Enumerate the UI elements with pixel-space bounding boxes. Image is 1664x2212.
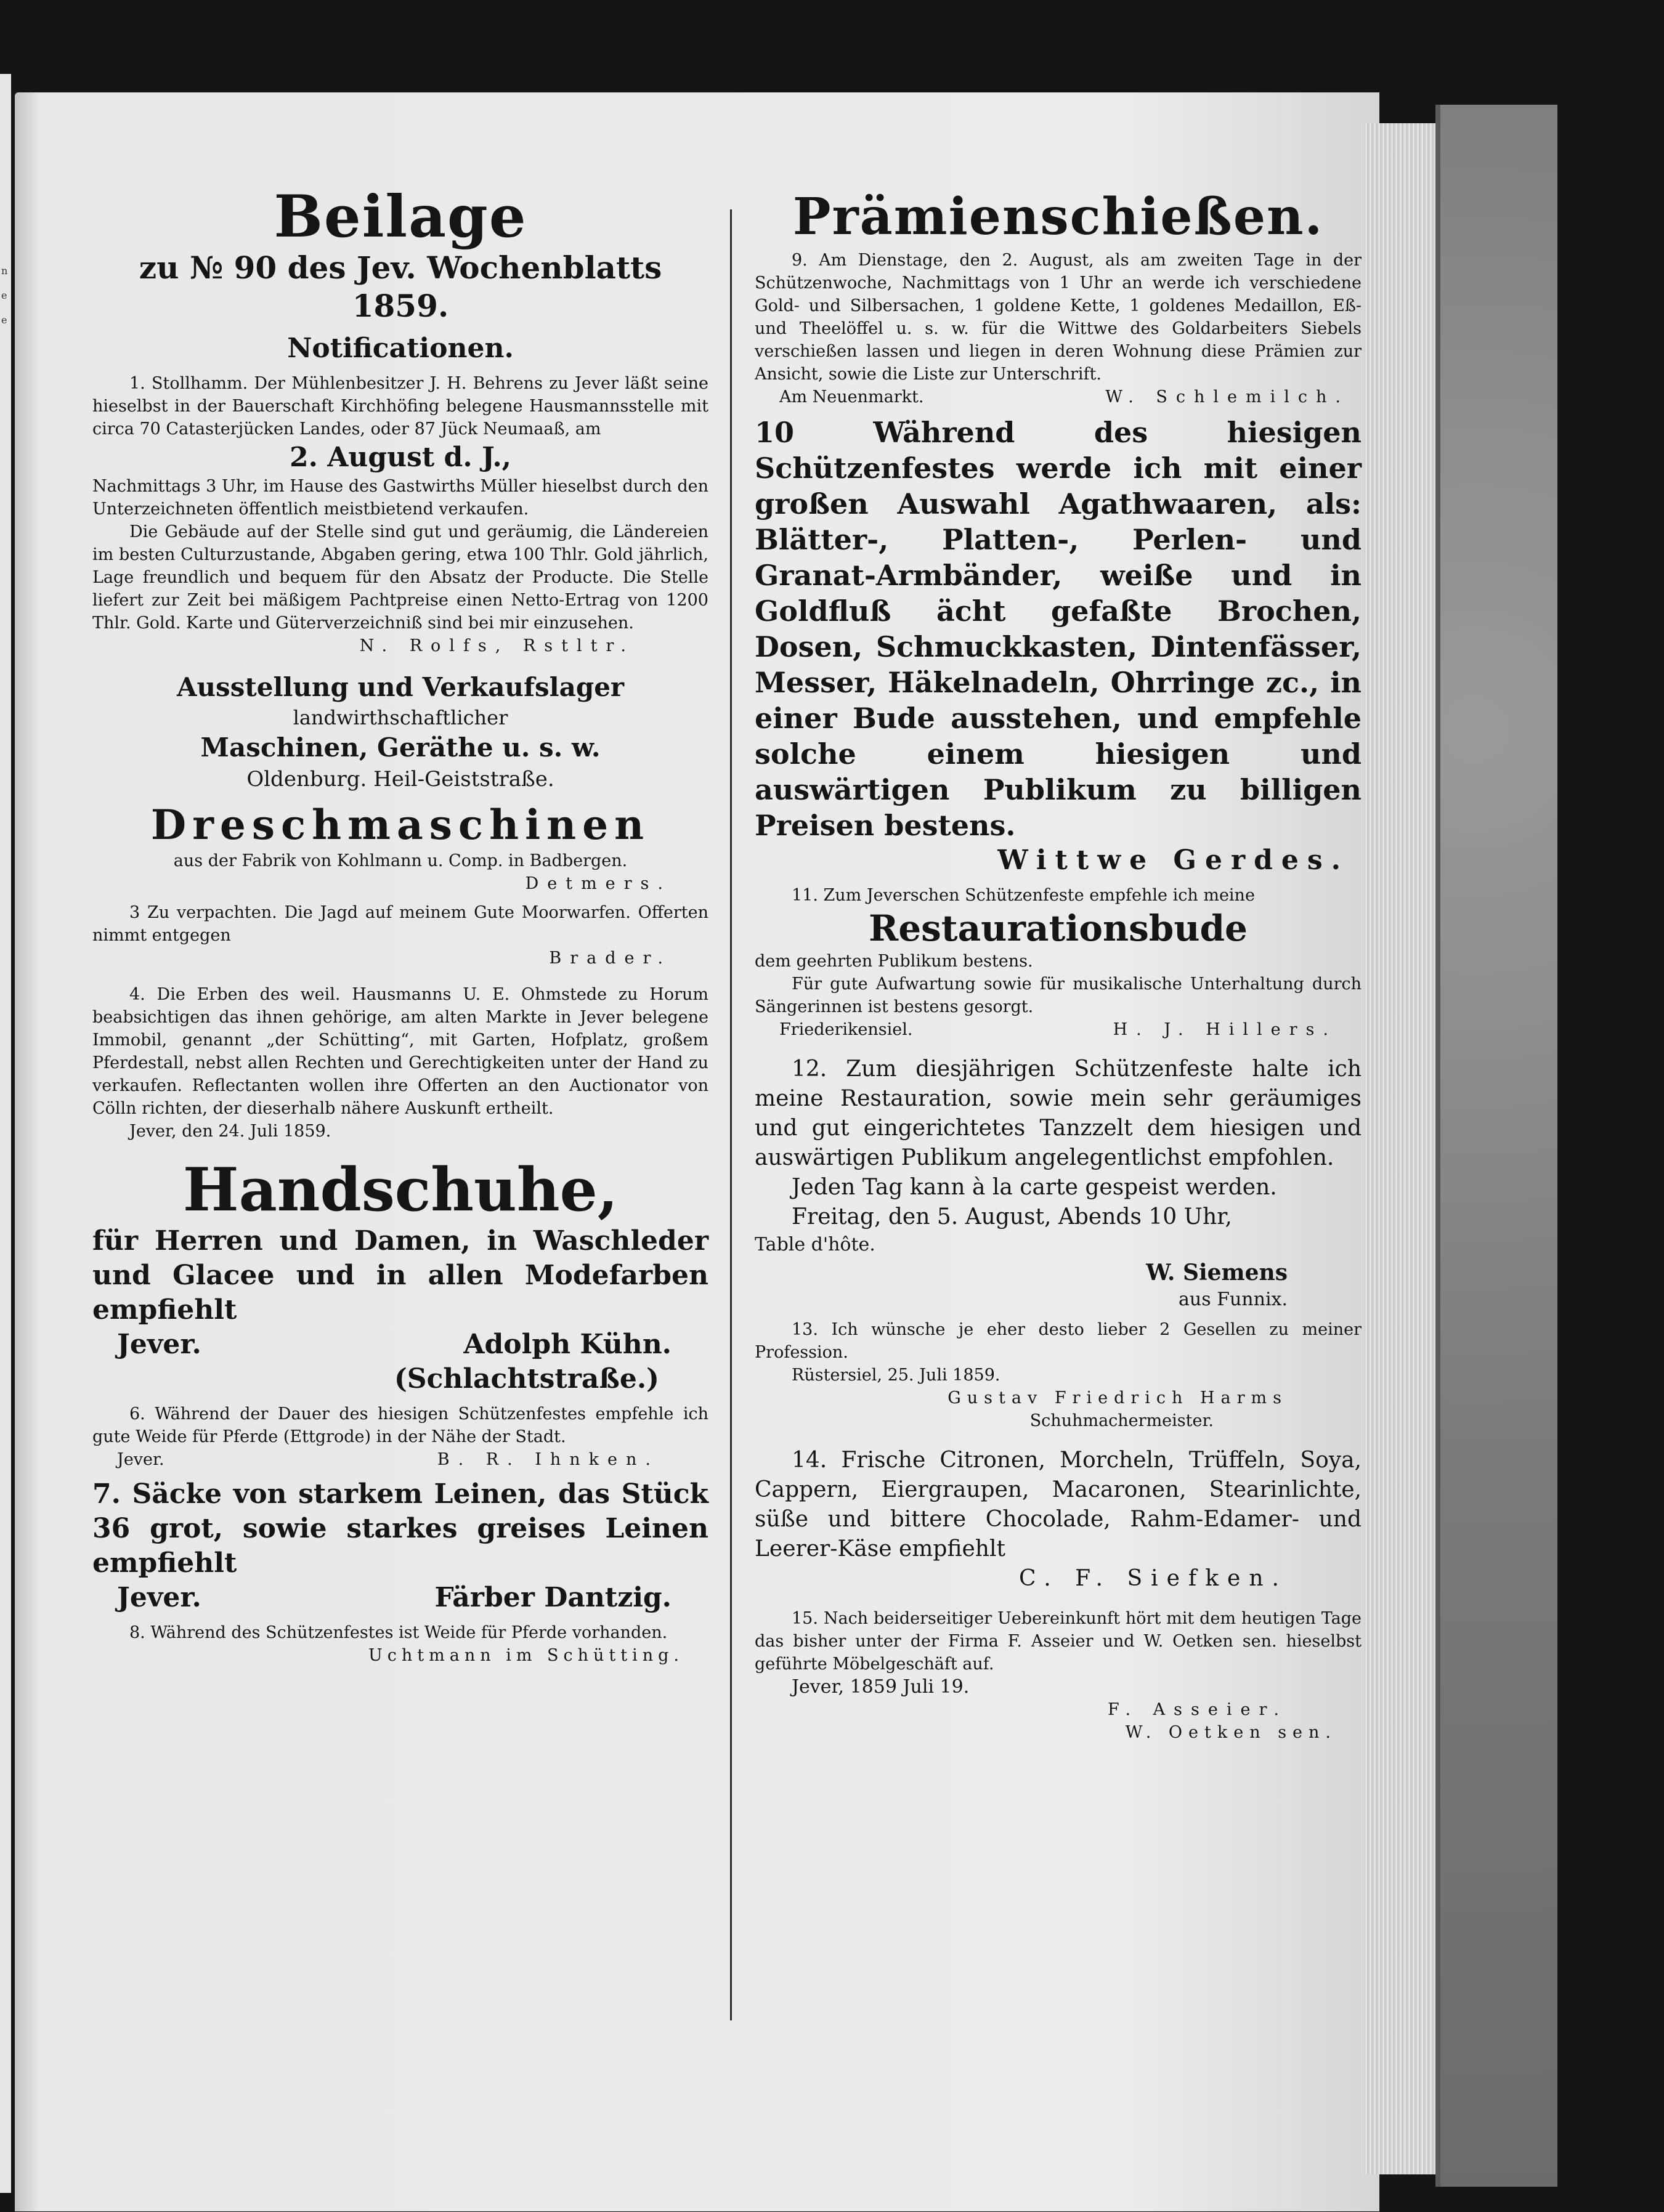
notice-13-title: Schuhmachermeister. [1029, 1411, 1214, 1430]
notice-15-date: Jever, 1859 Juli 19. [792, 1676, 970, 1698]
notice-8-text: 8. Während des Schützenfestes ist Weide für Pferde vorhanden. [129, 1623, 668, 1642]
notice-9-text: 9. Am Dienstage, den 2. August, als am zweiten Tage in der Schützenwoche, Nachmittags von 1 Uhr an werde ich verschiedene Gold- und Silbersachen, 1 goldene Kette, 1 goldenes Medaillon, Eß- und Theelöffel u. s. w. für die Wittwe des Goldarbeiters Siebels verschießen lassen und liegen in deren Wohnung diese Prämien zur Ansicht, sowie die Liste zur Unterschrift. [755, 251, 1362, 384]
notice-5-text: für Herren und Damen, in Waschleder und Glacee und in allen Modefarben empfiehlt [92, 1225, 708, 1326]
notice-15-signature1: F. Asseier. [1107, 1700, 1288, 1719]
notice-9-place: Am Neuenmarkt. [779, 387, 924, 407]
notice-5-heading: Handschuhe, [182, 1155, 619, 1225]
notice-11-heading: Restaurationsbude [869, 907, 1248, 949]
notice-5-name: Adolph Kühn. [463, 1329, 672, 1360]
right-heading: Prämienschießen. [792, 187, 1324, 246]
column-divider [730, 209, 732, 2020]
notice-14-text: 14. Frische Citronen, Morcheln, Trüffeln, Soya, Cappern, Eiergraupen, Macaronen, Stearinlichte, süße und bittere Chocolade, Rahm-Edamer- und Leerer-Käse empfiehlt [755, 1448, 1362, 1562]
ad-exhibition-signature: Detmers. [525, 874, 672, 893]
notice-5-street: (Schlachtstraße.) [394, 1363, 659, 1395]
notice-11-text1: dem geehrten Publikum bestens. [755, 952, 1033, 971]
left-column [92, 185, 708, 1667]
notice-11-place: Friederikensiel. [779, 1020, 913, 1039]
ad-exhibition-line4: Oldenburg. Heil-Geiststraße. [246, 767, 554, 792]
notice-13-place: Rüstersiel, 25. Juli 1859. [792, 1366, 1000, 1385]
notice-6-signature: B. R. Ihnken. [437, 1450, 659, 1469]
notice-12-signature2: aus Funnix. [1179, 1289, 1288, 1310]
notice-1-signature: N. Rolfs, Rstltr. [359, 636, 635, 655]
notice-7-signature: Färber Dantzig. [434, 1582, 672, 1613]
notice-12-text3: Freitag, den 5. August, Abends 10 Uhr, [792, 1204, 1232, 1230]
notice-15-text: 15. Nach beiderseitiger Uebereinkunft hört mit dem heutigen Tage das bisher unter der Firma F. Asseier und W. Oetken sen. hieselbst geführte Möbelgeschäft auf. [755, 1609, 1362, 1674]
page-title: Beilage [274, 183, 527, 251]
right-column [755, 185, 1362, 1744]
notice-12-text2: Jeden Tag kann à la carte gespeist werden. [792, 1175, 1277, 1200]
notice-3-signature: Brader. [549, 949, 672, 968]
notice-5-place: Jever. [117, 1329, 201, 1360]
notice-13-signature: Gustav Friedrich Harms [948, 1388, 1288, 1408]
notice-12-signature: W. Siemens [1146, 1260, 1288, 1286]
section-heading: Notificationen. [287, 333, 514, 364]
ad-exhibition-line6: aus der Fabrik von Kohlmann u. Comp. in Badbergen. [173, 851, 628, 870]
notice-1-intro: 1. Stollhamm. Der Mühlenbesitzer J. H. Behrens zu Jever läßt seine hieselbst in der Bauerschaft Kirchhöfing belegene Hausmannsstelle mit circa 70 Catasterjücken Landes, oder 87 Jück Neumaaß, am [92, 374, 708, 439]
notice-10-signature: Wittwe Gerdes. [997, 845, 1349, 876]
notice-1-body: Nachmittags 3 Uhr, im Hause des Gastwirths Müller hieselbst durch den Unterzeichneten öffentlich meistbietend verkaufen. [92, 477, 708, 519]
notice-14-signature: C. F. Siefken. [1019, 1566, 1288, 1591]
book-cover [1435, 105, 1557, 2187]
notice-11-text2: Für gute Aufwartung sowie für musikalische Unterhaltung durch Sängerinnen ist bestens gesorgt. [755, 974, 1362, 1016]
notice-11-intro: 11. Zum Jeverschen Schützenfeste empfehle ich meine [792, 886, 1255, 905]
ad-threshing-machines: Dreschmaschinen [150, 801, 651, 849]
notice-10-text: 10 Während des hiesigen Schützenfestes werde ich mit einer großen Auswahl Agathwaaren, als: Blätter-, Platten-, Perlen- und Granat-Armbänder, weiße und in Goldfluß ächt gefaßte Brochen, Dosen, Schmuckkasten, Dintenfässer, Messer, Häkelnadeln, Ohrringe zc., in einer Bude ausstehen, und empfehle solche einem hiesigen und auswärtigen Publikum zu billigen Preisen bestens. [755, 416, 1362, 842]
adjacent-page-letters: n e e [1, 265, 8, 326]
notice-1-date: 2. August d. J., [290, 442, 511, 473]
notice-4-text: 4. Die Erben des weil. Hausmanns U. E. Ohmstede zu Horum beabsichtigen das ihnen gehörige, am alten Markte in Jever belegene Immobil, genannt „der Schütting“, mit Garten, Hofplatz, großem Pferdestall, nebst allen Rechten und Gerechtigkeiten unter der Hand zu verkaufen. Reflectanten wollen ihre Offerten an den Auctionator von Cölln richten, der dieserhalb nähere Auskunft ertheilt. [92, 985, 708, 1118]
notice-7-place: Jever. [117, 1582, 201, 1613]
notice-3-text: 3 Zu verpachten. Die Jagd auf meinem Gute Moorwarfen. Offerten nimmt entgegen [92, 903, 708, 945]
notice-13-text: 13. Ich wünsche je eher desto lieber 2 Gesellen zu meiner Profession. [755, 1320, 1362, 1362]
notice-12-text4: Table d'hôte. [755, 1234, 875, 1255]
notice-8-signature: Uchtmann im Schütting. [368, 1646, 684, 1665]
notice-15-signature2: W. Oetken sen. [1125, 1723, 1337, 1742]
ad-exhibition-line3: Maschinen, Geräthe u. s. w. [200, 732, 601, 763]
notice-1-details: Die Gebäude auf der Stelle sind gut und geräumig, die Ländereien im besten Culturzustande, Abgaben gering, etwa 100 Thlr. Gold jährlich, Lage freundlich und bequem für den Absatz der Producte. Die Stelle liefert zur Zeit bei mäßigem Pachtpreise einen Netto-Ertrag von 1200 Thlr. Gold. Karte und Güterverzeichniß sind bei mir einzusehen. [92, 522, 708, 633]
notice-7-text: 7. Säcke von starkem Leinen, das Stück 36 grot, sowie starkes greises Leinen empfiehlt [92, 1478, 708, 1579]
page-subtitle: zu № 90 des Jev. Wochenblatts 1859. [139, 249, 662, 324]
notice-6-text: 6. Während der Dauer des hiesigen Schützenfestes empfehle ich gute Weide für Pferde (Ettgrode) in der Nähe der Stadt. [92, 1404, 708, 1446]
notice-12-text: 12. Zum diesjährigen Schützenfeste halte ich meine Restauration, sowie mein sehr geräumiges und gut eingerichtetes Tanzzelt dem hiesigen und auswärtigen Publikum angelegentlichst empfohlen. [755, 1056, 1362, 1170]
adjacent-page-edge [0, 74, 11, 2193]
notice-9-signature: W. Schlemilch. [1105, 387, 1349, 407]
notice-11-signature: H. J. Hillers. [1113, 1020, 1337, 1039]
ad-exhibition-line1: Ausstellung und Verkaufslager [176, 672, 625, 702]
ad-exhibition-line2: landwirthschaftlicher [293, 706, 508, 729]
notice-4-date: Jever, den 24. Juli 1859. [129, 1122, 331, 1141]
notice-6-place: Jever. [117, 1450, 164, 1469]
